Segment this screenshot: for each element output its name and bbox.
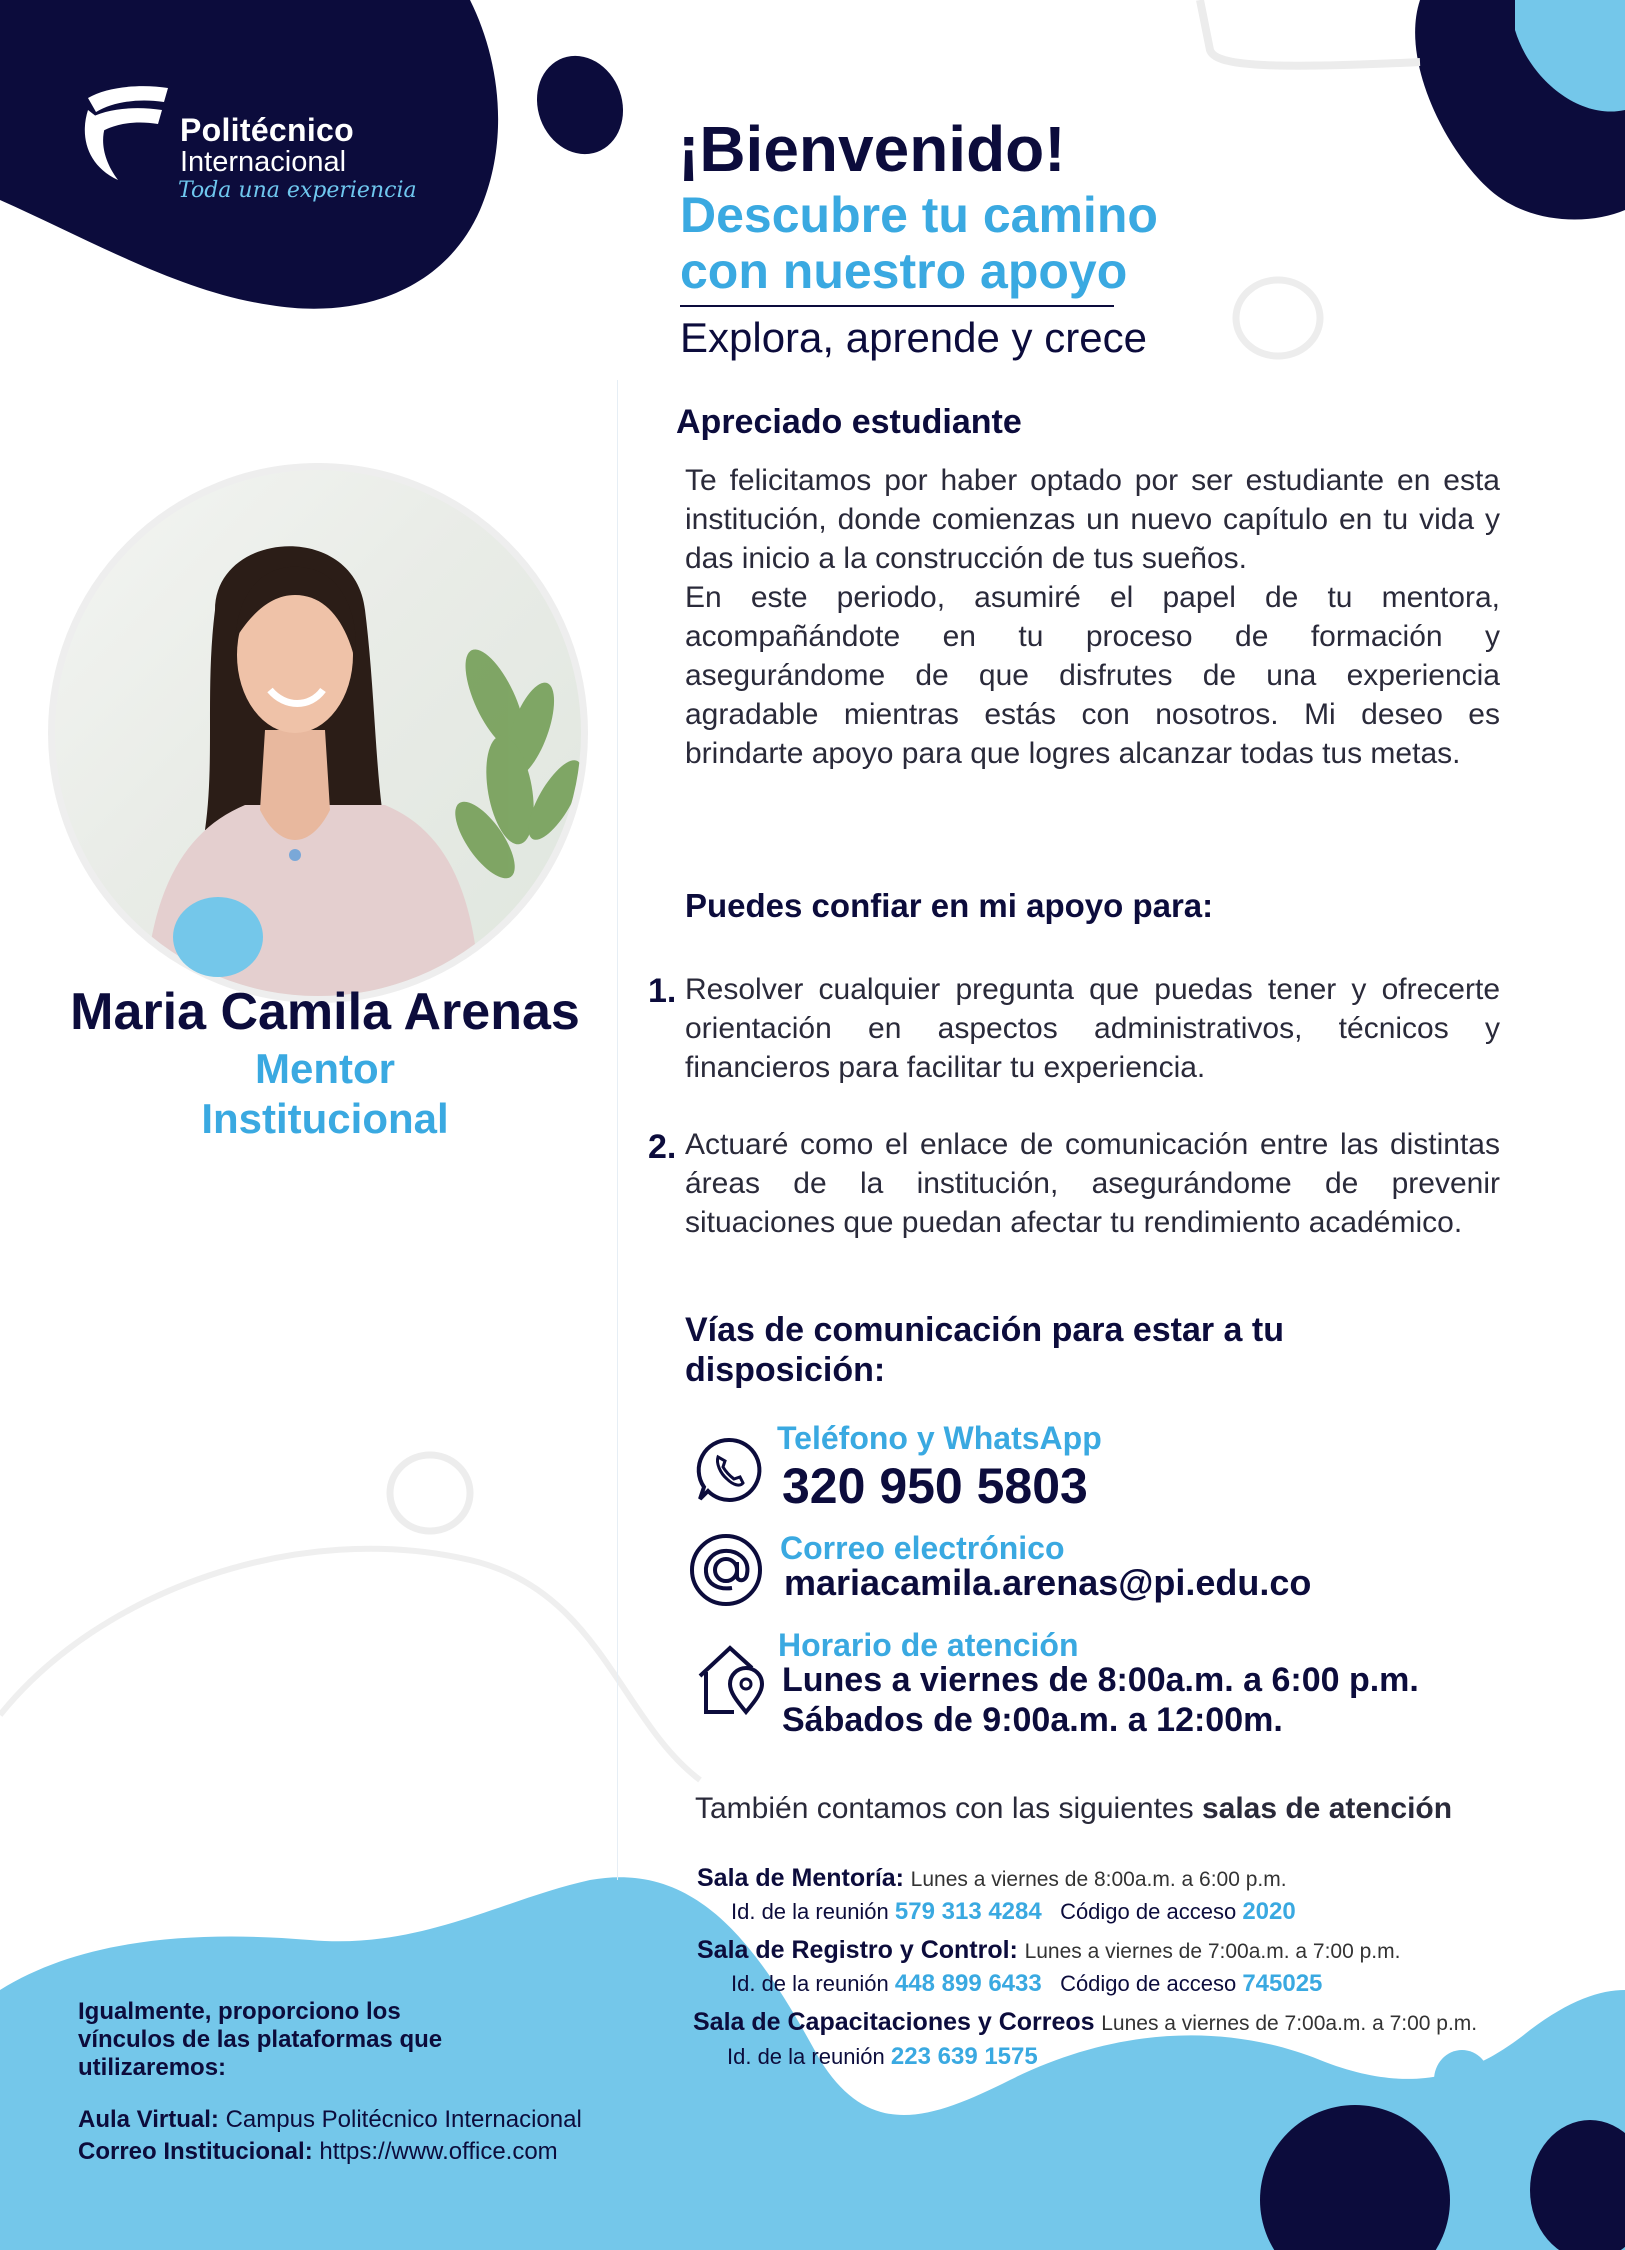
platforms-title: Igualmente, proporciono los vínculos de las plataformas que utilizaremos: bbox=[78, 1998, 443, 2081]
room-2-schedule: Lunes a viernes de 7:00a.m. a 7:00 p.m. bbox=[1024, 1940, 1401, 1963]
room-1-code: 2020 bbox=[1242, 1898, 1296, 1925]
contact-title: Vías de comunicación para estar a tu disposición: bbox=[685, 1311, 1285, 1389]
support-item-1: Resolver cualquier pregunta que puedas tener y ofrecerte orientación en aspectos administrativos, técnicos y financieros para facilitar tu experiencia. bbox=[685, 973, 1500, 1084]
rooms-intro-bold: salas de atención bbox=[1201, 1792, 1453, 1825]
room-3-meeting-label: Id. de la reunión bbox=[727, 2044, 885, 2069]
room-3-schedule: Lunes a viernes de 7:00a.m. a 7:00 p.m. bbox=[1101, 2012, 1478, 2035]
mentor-portrait-icon bbox=[55, 470, 581, 996]
correo-institucional-line bbox=[78, 2138, 558, 2166]
mentor-role-line1: Mentor bbox=[255, 1045, 395, 1092]
room-3 bbox=[693, 2008, 1477, 2037]
whatsapp-icon bbox=[694, 1435, 764, 1505]
support-item-2-number: 2. bbox=[648, 1128, 677, 1166]
room-1-code-label: Código de acceso bbox=[1060, 1899, 1237, 1924]
room-1-meeting bbox=[731, 1898, 1296, 1926]
aula-virtual-value[interactable]: Campus Politécnico Internacional bbox=[225, 2106, 582, 2133]
room-3-meeting-id[interactable]: 223 639 1575 bbox=[890, 2043, 1038, 2070]
header-tagline: Explora, aprende y crece bbox=[680, 314, 1147, 361]
greeting: Apreciado estudiante bbox=[676, 403, 1022, 441]
letter-body bbox=[685, 461, 1500, 773]
subtitle-line1: Descubre tu camino bbox=[680, 187, 1158, 243]
hours-saturday: Sábados de 9:00a.m. a 12:00m. bbox=[782, 1701, 1283, 1739]
welcome-heading: ¡Bienvenido! bbox=[678, 113, 1066, 185]
email-label: Correo electrónico bbox=[780, 1530, 1065, 1566]
header-underline bbox=[680, 305, 1114, 307]
correo-institucional-value[interactable]: https://www.office.com bbox=[319, 2138, 558, 2165]
room-2-code: 745025 bbox=[1242, 1970, 1323, 1997]
rooms-intro bbox=[695, 1792, 1452, 1826]
letter-paragraph-2: En este periodo, asumiré el papel de tu mentora, acompañándote en tu proceso de formación y asegurándome de que disfrutes de una experiencia agradable mientras estás con nosotros. Mi deseo es brindarte apoyo para que logres alcanzar todas tus metas. bbox=[685, 581, 1500, 770]
room-1 bbox=[697, 1864, 1287, 1893]
phone-label: Teléfono y WhatsApp bbox=[777, 1420, 1102, 1456]
logo-tagline: Toda una experiencia bbox=[178, 178, 417, 203]
aula-virtual-line bbox=[78, 2106, 582, 2134]
hours-weekdays: Lunes a viernes de 8:00a.m. a 6:00 p.m. bbox=[782, 1661, 1419, 1699]
hours-label: Horario de atención bbox=[778, 1627, 1079, 1663]
room-2-meeting-label: Id. de la reunión bbox=[731, 1971, 889, 1996]
room-1-name: Sala de Mentoría: bbox=[697, 1864, 904, 1892]
room-1-schedule: Lunes a viernes de 8:00a.m. a 6:00 p.m. bbox=[910, 1868, 1287, 1891]
letter-paragraph-1: Te felicitamos por haber optado por ser estudiante en esta institución, donde comienzas un nuevo capítulo en tu vida y das inicio a la construcción de tus sueños. bbox=[685, 464, 1500, 575]
small-navy-blob bbox=[523, 44, 636, 167]
mentor-name: Maria Camila Arenas bbox=[70, 983, 580, 1041]
room-3-name: Sala de Capacitaciones y Correos bbox=[693, 2008, 1095, 2036]
phone-number[interactable]: 320 950 5803 bbox=[782, 1458, 1088, 1514]
logo-name-line2: Internacional bbox=[180, 146, 347, 178]
support-title: Puedes confiar en mi apoyo para: bbox=[685, 887, 1214, 924]
at-sign-icon bbox=[688, 1532, 764, 1608]
aula-virtual-label: Aula Virtual: bbox=[78, 2106, 219, 2133]
room-2-code-label: Código de acceso bbox=[1060, 1971, 1237, 1996]
mentor-photo bbox=[48, 463, 588, 1003]
rooms-intro-text: También contamos con las siguientes bbox=[695, 1792, 1194, 1825]
photo-accent-dot bbox=[173, 897, 263, 977]
logo-name-line1: Politécnico bbox=[180, 112, 355, 148]
room-3-meeting bbox=[727, 2043, 1038, 2071]
room-1-meeting-label: Id. de la reunión bbox=[731, 1899, 889, 1924]
room-2-meeting-id[interactable]: 448 899 6433 bbox=[894, 1970, 1042, 1997]
room-2-name: Sala de Registro y Control: bbox=[697, 1936, 1018, 1964]
email-address[interactable]: mariacamila.arenas@pi.edu.co bbox=[784, 1562, 1312, 1603]
room-2 bbox=[697, 1936, 1400, 1965]
logo-emblem-icon bbox=[78, 80, 173, 185]
correo-institucional-label: Correo Institucional: bbox=[78, 2138, 313, 2165]
support-item-2: Actuaré como el enlace de comunicación entre las distintas áreas de la institución, asegurándome de prevenir situaciones que puedan afectar tu rendimiento académico. bbox=[685, 1128, 1500, 1239]
support-item-1-number: 1. bbox=[648, 972, 677, 1010]
home-location-icon bbox=[694, 1640, 772, 1718]
mentor-role-line2: Institucional bbox=[201, 1095, 449, 1142]
room-2-meeting bbox=[731, 1970, 1322, 1998]
subtitle-line2: con nuestro apoyo bbox=[680, 243, 1128, 299]
room-1-meeting-id[interactable]: 579 313 4284 bbox=[894, 1898, 1042, 1925]
